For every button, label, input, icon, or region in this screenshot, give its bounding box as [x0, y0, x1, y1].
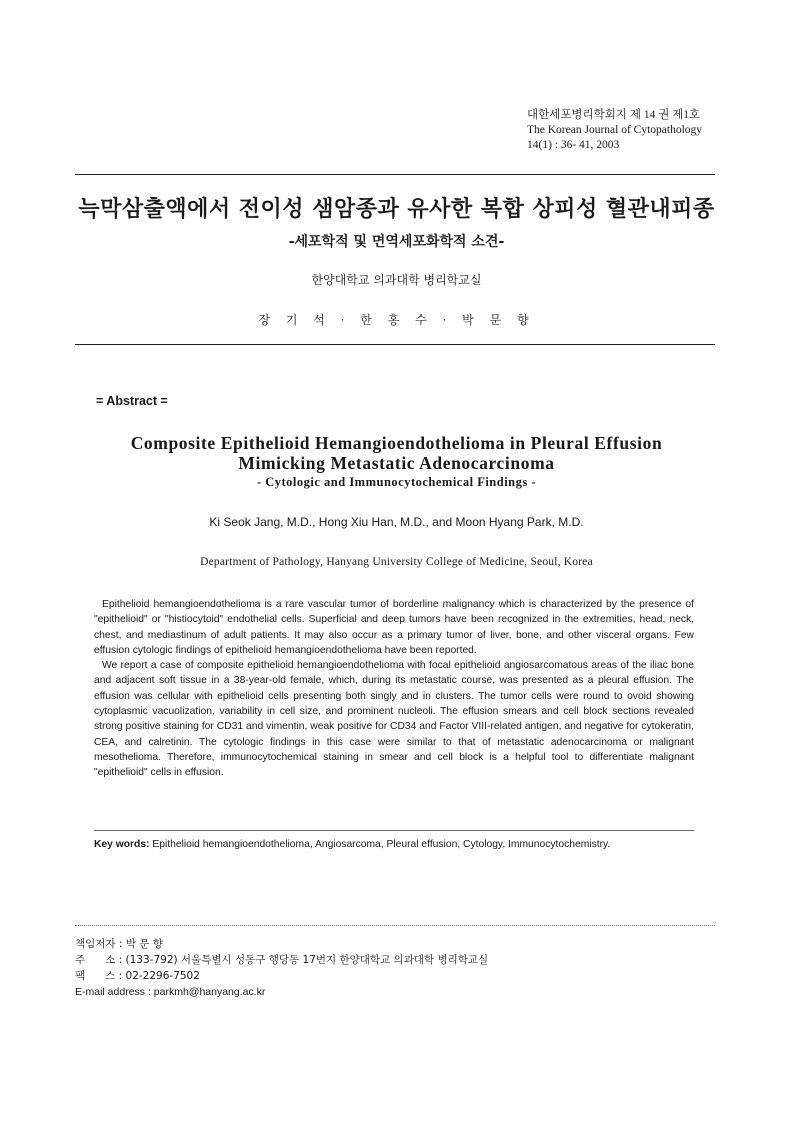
address-label: 주 소 : [75, 954, 126, 966]
address-value: (133-792) 서울특별시 성동구 행당동 17번지 한양대학교 의과대학 병리학교실 [125, 954, 489, 966]
correspondence-footer [75, 936, 488, 1000]
fax-row [75, 968, 488, 984]
abstract-paragraph-2: We report a case of composite epithelioid hemangioendothelioma with focal epithelioid angiosarcomatous areas of the iliac bone and adjacent soft tissue in a 38-year-old female, which, during its metastatic course, was presented as a pleural effusion. The effusion was cellular with epithelioid cells presenting both singly and in clusters. The tumor cells were round to ovoid showing cytoplasmic vacuolization, variability in cell size, and prominent nucleoli. The effusion smears and cell block sections revealed strong positive staining for CD31 and vimentin, weak positive for CD34 and Factor VIII-related antigen, and negative for cytokeratin, CEA, and calretinin. The cytologic findings in this case were similar to that of metastatic adenocarcinoma or malignant mesothelioma. Therefore, immunocytochemical staining in smear and cell block is a helpful tool to differentiate malignant "epithelioid" cells in effusion. [94, 660, 694, 779]
corresponding-value: 박 문 향 [125, 938, 163, 950]
english-authors: Ki Seok Jang, M.D., Hong Xiu Han, M.D., and Moon Hyang Park, M.D. [209, 515, 584, 529]
fax-label: 팩 스 : [75, 970, 126, 982]
journal-volume-pages: 14(1) : 36- 41, 2003 [527, 139, 620, 151]
journal-korean-name: 대한세포병리학회지 제 14 권 제1호 [527, 109, 701, 121]
korean-institution: 한양대학교 의과대학 병리학교실 [311, 273, 482, 287]
journal-info [527, 108, 702, 153]
email-value: parkmh@hanyang.ac.kr [153, 986, 266, 998]
abstract-label: = Abstract = [96, 394, 168, 408]
english-title-line1: Composite Epithelioid Hemangioendothelioma in Pleural Effusion [130, 433, 663, 453]
keywords-label: Key words: [94, 839, 150, 850]
top-rule [75, 174, 715, 175]
korean-subtitle: -세포학적 및 면역세포화학적 소견- [288, 234, 505, 250]
email-label: E-mail address : [75, 986, 154, 998]
email-row [75, 984, 488, 1000]
address-row [75, 952, 488, 968]
corresponding-author-row [75, 936, 488, 952]
corresponding-label: 책임저자 : [75, 938, 126, 950]
keywords [94, 838, 714, 852]
fax-value: 02-2296-7502 [125, 970, 200, 982]
footer-rule [75, 925, 715, 926]
english-department: Department of Pathology, Hanyang University College of Medicine, Seoul, Korea [200, 556, 593, 568]
header-bottom-rule [75, 344, 715, 345]
english-title-line2: Mimicking Metastatic Adenocarcinoma [238, 453, 555, 473]
english-title [0, 433, 793, 473]
journal-english-name: The Korean Journal of Cytopathology [527, 124, 703, 136]
korean-title: 늑막삼출액에서 전이성 샘암종과 유사한 복합 상피성 혈관내피종 [78, 197, 715, 222]
korean-authors: 장 기 석 · 한 홍 수 · 박 문 향 [258, 313, 535, 327]
abstract-body [94, 597, 694, 781]
english-subtitle: - Cytologic and Immunocytochemical Findings - [256, 475, 537, 489]
keywords-text: Epithelioid hemangioendothelioma, Angiosarcoma, Pleural effusion, Cytology, Immunocytochemistry. [152, 839, 611, 850]
abstract-paragraph-1: Epithelioid hemangioendothelioma is a rare vascular tumor of borderline malignancy which is characterized by the presence of "epithelioid" or "histiocytoid" endothelial cells. Superficial and deep tumors have been recognized in the extremities, head, neck, chest, and mediastinum of adult patients. It may also occur as a primary tumor of liver, bone, and other visceral organs. Few effusion cytologic findings of epithelioid hemangioendothelioma have been reported. [94, 599, 694, 656]
keywords-rule [94, 830, 694, 831]
